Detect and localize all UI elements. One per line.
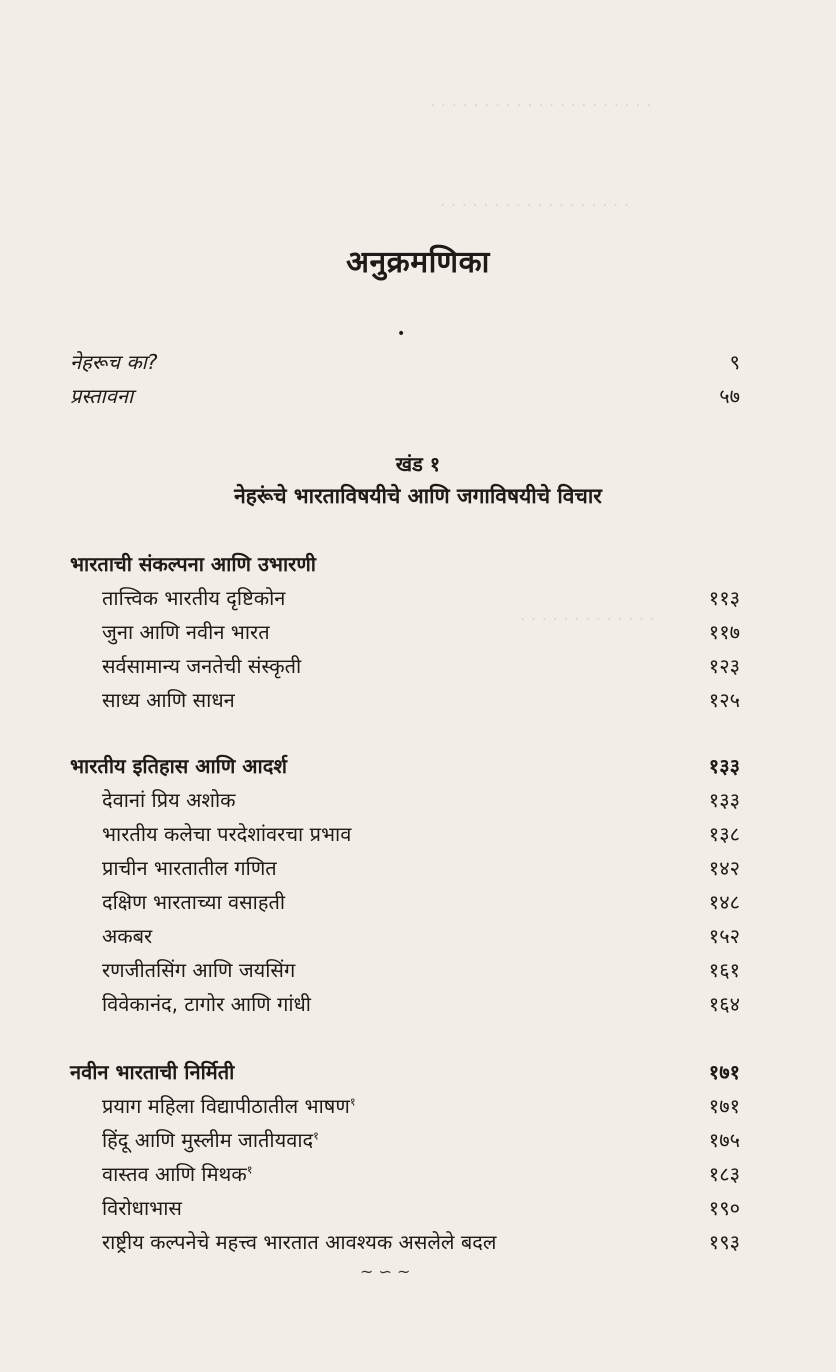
section-row [0,1058,836,1092]
bleed-through-text: · · · · · · · · · · · · · [520,610,656,630]
section-title: भारताची संकल्पना आणि उभारणी [70,552,316,576]
toc-page: १७५ [708,1128,740,1152]
toc-label: सर्वसामान्य जनतेची संस्कृती [102,654,302,678]
toc-label: राष्ट्रीय कल्पनेचे महत्त्व भारतात आवश्यक असलेले बदल [102,1230,497,1254]
toc-label: प्राचीन भारतातील गणित [102,856,277,880]
bleed-through-text: · · · · · · · · · · · · · · · · · · · · · [430,96,652,116]
part-label: खंड १ [395,452,441,476]
toc-label: साध्य आणि साधन [102,688,235,712]
toc-row [0,1126,836,1160]
toc-label: देवानां प्रिय अशोक [102,788,236,812]
toc-row [0,854,836,888]
toc-row [0,1160,836,1194]
toc-label: अकबर [102,924,153,948]
toc-label: प्रयाग महिला विद्यापीठातील भाषण$^१$ [102,1094,356,1118]
toc-label: विरोधाभास [102,1196,182,1220]
toc-page: १७१ [708,1094,740,1118]
decorative-dot: • [397,326,406,342]
toc-row [0,618,836,652]
toc-row [0,922,836,956]
toc-label: तात्त्विक भारतीय दृष्टिकोन [102,586,286,610]
toc-page: १३८ [708,822,740,846]
toc-row [0,956,836,990]
part-subtitle: नेहरूंचे भारताविषयीचे आणि जगाविषयीचे विचार [234,484,602,508]
toc-page: १९३ [708,1230,740,1254]
toc-label: रणजीतसिंग आणि जयसिंग [102,958,296,982]
toc-row [0,1194,836,1228]
toc-row [0,820,836,854]
toc-row [0,686,836,720]
toc-label: प्रस्तावना [70,384,134,408]
toc-label: भारतीय कलेचा परदेशांवरचा प्रभाव [102,822,352,846]
section-title: नवीन भारताची निर्मिती [70,1060,235,1084]
toc-label: जुना आणि नवीन भारत [102,620,270,644]
toc-label: नेहरूच का? [70,350,158,374]
toc-row [0,584,836,618]
section-page: १३३ [708,754,740,778]
toc-row [0,652,836,686]
toc-page: ११३ [708,586,740,610]
toc-label: विवेकानंद, टागोर आणि गांधी [102,992,311,1016]
toc-page: १३३ [708,788,740,812]
toc-page: १५२ [708,924,740,948]
toc-row [0,786,836,820]
section-page: १७१ [708,1060,740,1084]
toc-page: १४२ [708,856,740,880]
toc-page: १९० [708,1196,740,1220]
toc-page: १४८ [708,890,740,914]
toc-page: ११७ [708,620,740,644]
toc-label: हिंदू आणि मुस्लीम जातीयवाद$^१$ [102,1128,319,1152]
toc-row [0,990,836,1024]
toc-page: १८३ [708,1162,740,1186]
toc-row [0,1228,836,1262]
section-row [0,752,836,786]
toc-row [0,382,836,416]
toc-page: १२५ [708,688,740,712]
toc-page: ५७ [719,384,740,408]
toc-row [0,888,836,922]
section-row [0,550,836,584]
page-title: अनुक्रमणिका [346,245,490,280]
toc-page: १६४ [708,992,740,1016]
toc-page: १६१ [708,958,740,982]
toc-label: वास्तव आणि मिथक$^१$ [102,1162,253,1186]
bleed-through-text: · · · · · · · · · · · · · · · · · · [440,196,630,216]
toc-page: १२३ [708,654,740,678]
decorative-flourish: ~ ∽ ~ [360,1262,411,1281]
toc-page: ९ [729,350,740,374]
section-title: भारतीय इतिहास आणि आदर्श [70,754,287,778]
toc-row [0,1092,836,1126]
toc-label: दक्षिण भारताच्या वसाहती [102,890,286,914]
toc-row [0,348,836,382]
